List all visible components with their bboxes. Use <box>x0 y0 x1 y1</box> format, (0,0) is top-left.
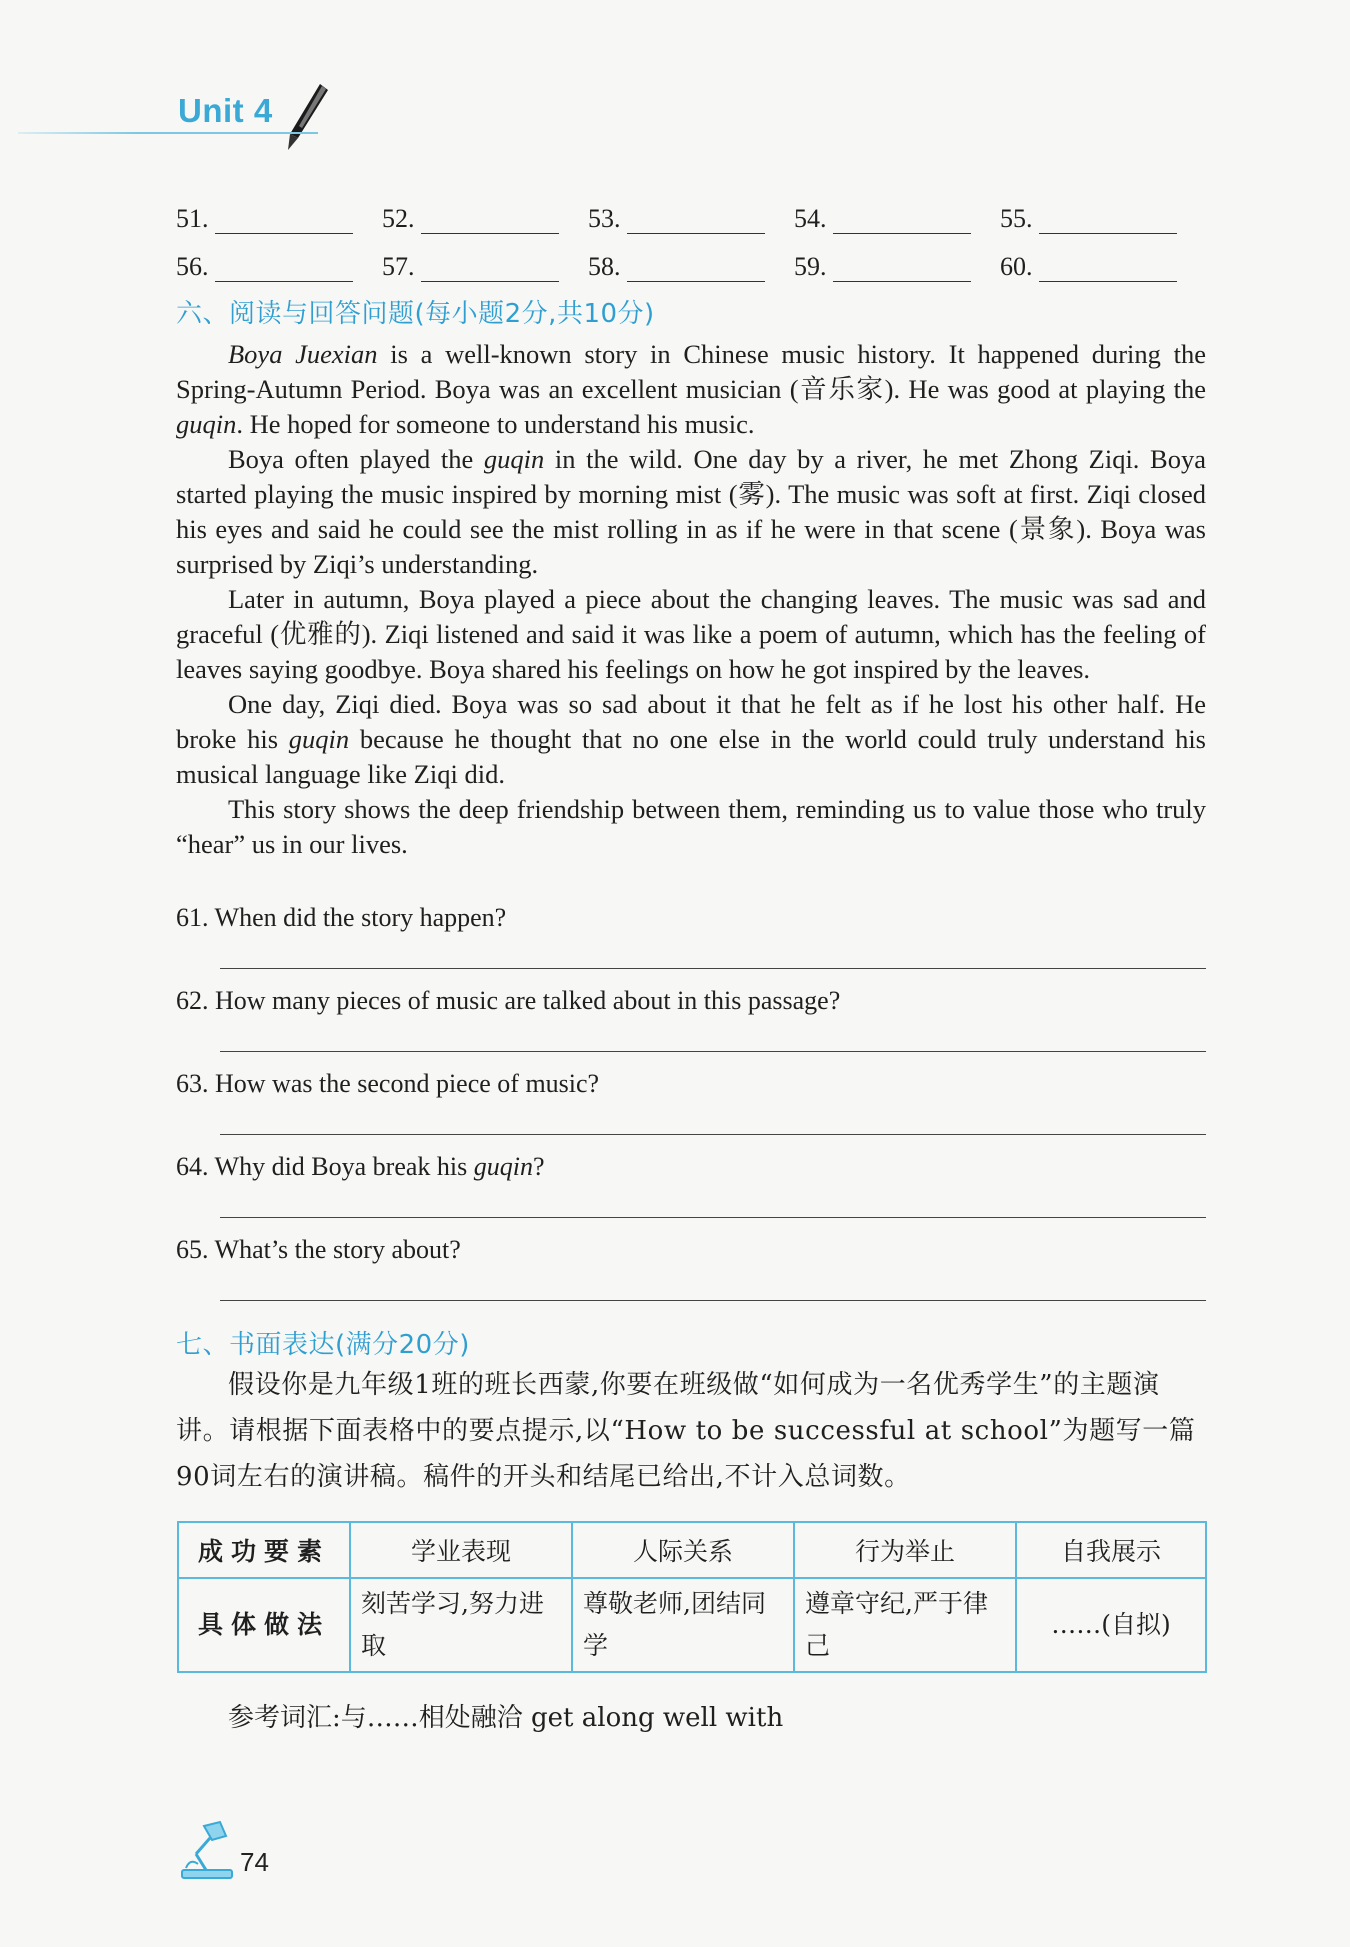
question-text: 62. How many pieces of music are talked about in this passage? <box>176 986 841 1015</box>
section6-title: 六、阅读与回答问题(每小题2分,共10分) <box>176 299 655 329</box>
question-item <box>176 983 1206 1066</box>
blank-item[interactable]: 53. <box>588 186 794 234</box>
passage-paragraph: This story shows the deep friendship between them, reminding us to value those who truly “hear” us in our lives. <box>176 794 1206 859</box>
table-cell: ……(自拟) <box>1016 1578 1206 1672</box>
writing-prompt: 假设你是九年级1班的班长西蒙,你要在班级做“如何成为一名优秀学生”的主题演讲。请根据下面表格中的要点提示,以“How to be successful at school”为题写一篇90词左右的演讲稿。稿件的开头和结尾已给出,不计入总词数。 <box>176 1370 1196 1492</box>
answer-line[interactable] <box>220 1134 1206 1135</box>
passage-paragraph: Later in autumn, Boya played a piece about the changing leaves. The music was sad and graceful (优雅的). Ziqi listened and said it was like a poem of autumn, which has the feeling of leaves saying goodbye. Boya shared his feelings on how he got inspired by the leaves. <box>176 584 1206 684</box>
question-text: 61. When did the story happen? <box>176 903 507 932</box>
blank-item[interactable]: 58. <box>588 234 794 282</box>
answer-line[interactable] <box>220 968 1206 969</box>
table-row <box>178 1578 1206 1672</box>
outline-table <box>177 1521 1207 1673</box>
answer-line[interactable] <box>220 1300 1206 1301</box>
table-cell: 遵章守纪,严于律己 <box>794 1578 1016 1672</box>
blank-item[interactable]: 59. <box>794 234 1000 282</box>
table-cell: 人际关系 <box>572 1522 794 1578</box>
table-row-header: 具体做法 <box>178 1578 350 1672</box>
table-cell: 尊敬老师,团结同学 <box>572 1578 794 1672</box>
blank-item[interactable]: 60. <box>1000 234 1206 282</box>
lamp-icon <box>176 1818 240 1882</box>
question-item <box>176 1149 1206 1232</box>
question-text: 63. How was the second piece of music? <box>176 1069 600 1098</box>
blank-item[interactable]: 52. <box>382 186 588 234</box>
blank-row <box>176 186 1206 234</box>
question-item <box>176 1232 1206 1315</box>
table-row <box>178 1522 1206 1578</box>
answer-blanks <box>176 186 1206 282</box>
blank-item[interactable]: 54. <box>794 186 1000 234</box>
table-cell: 自我展示 <box>1016 1522 1206 1578</box>
section7-title: 七、书面表达(满分20分) <box>176 1330 470 1360</box>
table-row-header: 成功要素 <box>178 1522 350 1578</box>
passage-paragraph: One day, Ziqi died. Boya was so sad about it that he felt as if he lost his other half. He broke his guqin because he thought that no one else in the world could truly understand his musical language like Ziqi did. <box>176 689 1206 789</box>
question-item <box>176 900 1206 983</box>
pen-icon <box>280 82 332 154</box>
question-item <box>176 1066 1206 1149</box>
passage-paragraph: Boya often played the guqin in the wild. One day by a river, he met Zhong Ziqi. Boya started playing the music inspired by morning mist (雾). The music was soft at first. Ziqi closed his eyes and said he could see the mist rolling in as if he were in that scene (景象). Boya was surprised by Ziqi’s understanding. <box>176 444 1206 579</box>
question-text: 64. Why did Boya break his guqin? <box>176 1152 545 1181</box>
blank-item[interactable]: 57. <box>382 234 588 282</box>
blank-item[interactable]: 51. <box>176 186 382 234</box>
blank-item[interactable]: 55. <box>1000 186 1206 234</box>
page-number: 74 <box>240 1847 269 1877</box>
answer-line[interactable] <box>220 1051 1206 1052</box>
answer-line[interactable] <box>220 1217 1206 1218</box>
header-rule <box>18 132 318 134</box>
reference-vocabulary: 参考词汇:与……相处融洽 get along well with <box>228 1703 784 1733</box>
reading-passage <box>176 337 1206 862</box>
question-text: 65. What’s the story about? <box>176 1235 461 1264</box>
table-cell: 学业表现 <box>350 1522 572 1578</box>
unit-title: Unit 4 <box>178 92 273 129</box>
blank-row <box>176 234 1206 282</box>
blank-item[interactable]: 56. <box>176 234 382 282</box>
table-cell: 刻苦学习,努力进取 <box>350 1578 572 1672</box>
question-list <box>176 900 1206 1315</box>
table-cell: 行为举止 <box>794 1522 1016 1578</box>
passage-paragraph: Boya Juexian is a well-known story in Chinese music history. It happened during the Spring-Autumn Period. Boya was an excellent musician (音乐家). He was good at playing the guqin. He hoped for someone to understand his music. <box>176 339 1206 439</box>
